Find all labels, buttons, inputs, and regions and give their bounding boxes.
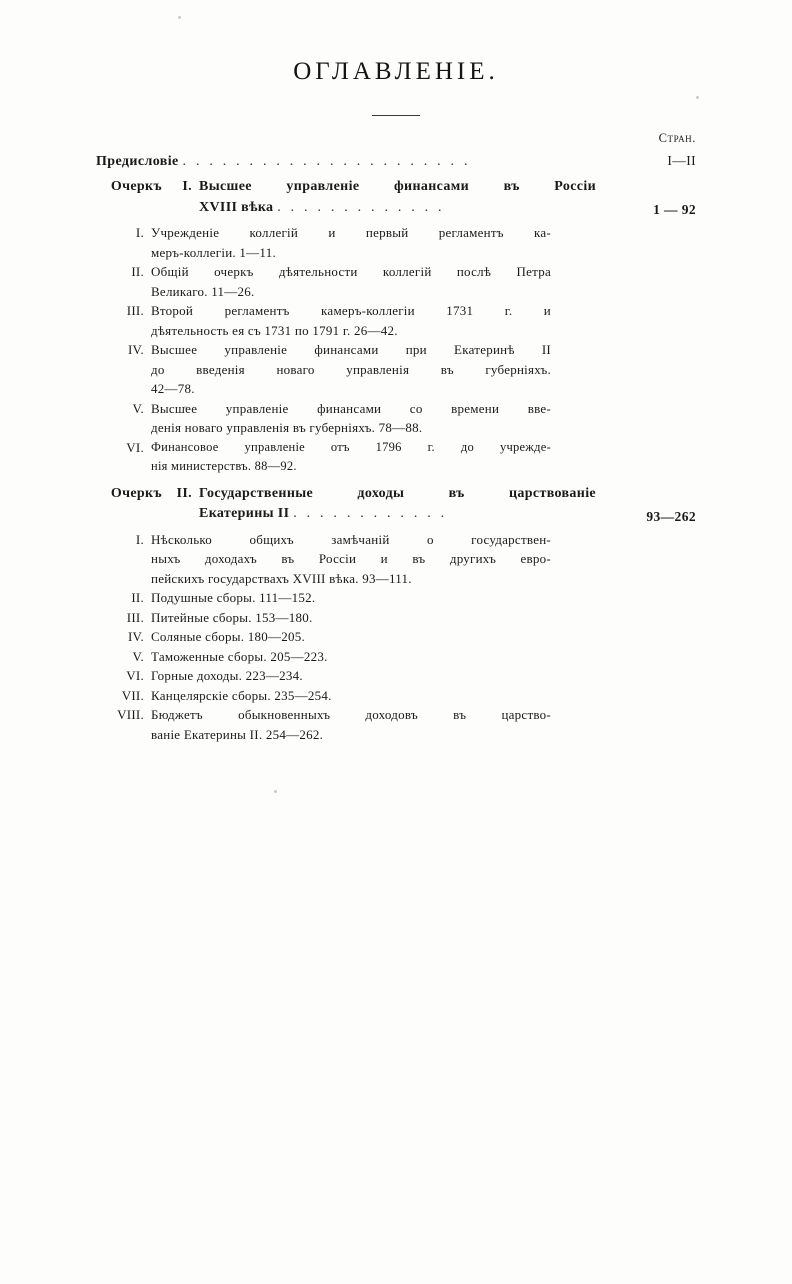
toc-subentry-roman: VI. <box>126 439 144 455</box>
toc-subentry-roman: VI. <box>126 668 144 683</box>
toc-subentry-text <box>151 608 551 628</box>
toc-subentry-line: Таможенные сборы. 205—223. <box>151 648 328 664</box>
toc-subentry-roman: III. <box>126 609 144 625</box>
toc-entry-preface[interactable] <box>96 152 696 172</box>
toc-subentry-line: ваніе Екатерины II. 254—262. <box>151 726 324 742</box>
toc-subentry-line: Финансовое управленіе отъ 1796 г. до учрежде- <box>151 439 551 454</box>
toc-subentry-text <box>151 588 551 608</box>
toc-subentry-text <box>151 301 551 340</box>
toc-subentry-line: Бюджетъ обыкновенныхъ доходовъ въ царство- <box>151 707 551 722</box>
toc-subentry-line: Канцелярскіе сборы. 235—254. <box>151 687 332 703</box>
toc-subentry-text <box>151 399 551 438</box>
toc-subentry[interactable] <box>96 627 696 647</box>
toc-subentry-line: денія новаго управленія въ губерніяхъ. 78—88. <box>151 420 423 435</box>
toc-entry-line: Высшее управленіе финансами въ Россіи <box>199 179 596 194</box>
toc-subentry-roman: I. <box>135 531 144 547</box>
toc-subentry[interactable] <box>96 588 696 608</box>
toc-entry-roman: II. <box>176 485 192 501</box>
toc-subentry-line: 42—78. <box>151 381 195 396</box>
toc-subentry-line: Второй регламентъ камеръ-коллегіи 1731 г. и <box>151 303 551 318</box>
toc-entry-roman: I. <box>182 179 192 194</box>
toc-entry-line <box>199 504 596 525</box>
toc-subentry-roman: V. <box>132 648 144 664</box>
toc-entry-line: Государственные доходы въ царствованіе <box>199 485 596 501</box>
toc-subentry[interactable] <box>96 340 696 399</box>
toc-subentry-line: нія министерствъ. 88—92. <box>151 459 297 473</box>
scan-speck <box>696 96 699 99</box>
toc-subentry-line: Подушные сборы. 111—152. <box>151 590 316 605</box>
toc-subentry-line: Великаго. 11—26. <box>151 283 255 299</box>
toc-subentry-text <box>151 530 551 589</box>
toc-subentry[interactable] <box>96 705 696 744</box>
toc-subentry[interactable] <box>96 530 696 589</box>
toc-subentry-text <box>151 627 551 647</box>
toc-entry-line-text: XVIII вѣка <box>199 199 274 215</box>
toc-subentry-line: ныхъ доходахъ въ Россіи и въ другихъ евро- <box>151 551 551 566</box>
toc-entry-line <box>199 198 596 219</box>
toc-subentry-roman: V. <box>132 400 144 416</box>
toc-entry-pages: 93—262 <box>646 508 696 524</box>
toc-subentry-text <box>151 705 551 744</box>
toc-subentry[interactable] <box>96 223 696 262</box>
toc-entry-line-text: Екатерины II <box>199 506 290 521</box>
toc-subentry[interactable] <box>96 438 696 477</box>
toc-subentry-text <box>151 340 551 399</box>
toc-subentry[interactable] <box>96 647 696 667</box>
toc-entry-label: Очеркъ <box>110 179 162 194</box>
toc-subentry-line: до введенія новаго управленія въ губерніяхъ. <box>151 361 551 377</box>
table-of-contents <box>96 152 696 744</box>
toc-subentry-roman: II. <box>131 590 144 605</box>
toc-subentry-text <box>151 647 551 667</box>
toc-subentry-text <box>151 686 551 706</box>
toc-subentry-text <box>151 262 551 301</box>
toc-subentry-roman: II. <box>131 264 144 279</box>
toc-subentry-line: Горные доходы. 223—234. <box>151 668 303 683</box>
toc-subentry[interactable] <box>96 301 696 340</box>
toc-subentry-roman: III. <box>126 303 144 318</box>
toc-subentry-line: Соляные сборы. 180—205. <box>151 629 305 644</box>
scan-speck <box>274 790 277 793</box>
toc-subentry-roman: VII. <box>121 687 144 703</box>
toc-subentry-roman: I. <box>135 225 144 240</box>
toc-subentry[interactable] <box>96 686 696 706</box>
toc-subentry-line: Общій очеркъ дѣятельности коллегій послѣ Петра <box>151 264 551 279</box>
toc-entry-text <box>199 177 596 218</box>
toc-subentry[interactable] <box>96 608 696 628</box>
toc-subentry[interactable] <box>96 262 696 301</box>
toc-subentry-line: Высшее управленіе финансами при Екатеринѣ II <box>151 342 551 357</box>
toc-subentry-line: Высшее управленіе финансами со времени вве- <box>151 400 551 416</box>
leader-dots: . . . . . . . . . . . . . . . . . . . . . . <box>182 154 471 169</box>
scan-speck <box>178 16 181 19</box>
pages-column-header: Стран. <box>658 131 696 145</box>
toc-subentry[interactable] <box>96 666 696 686</box>
toc-subentry-line: Учрежденіе коллегій и первый регламентъ ка- <box>151 225 551 240</box>
toc-entry-label: Предисловіе <box>96 154 179 169</box>
toc-subentry-line: Нѣсколько общихъ замѣчаній о государствен- <box>151 531 551 547</box>
leader-dots: . . . . . . . . . . . . . <box>277 199 445 215</box>
toc-subentry-line: дѣятельность ея съ 1731 по 1791 г. 26—42. <box>151 322 398 338</box>
toc-subentry-roman: IV. <box>127 629 144 644</box>
toc-subentry-roman: VIII. <box>117 707 144 722</box>
toc-entry-ocherk-2[interactable] <box>96 484 696 525</box>
leader-dots: . . . . . . . . . . . . <box>293 506 448 521</box>
title-divider <box>372 115 420 116</box>
toc-subentry-line: пейскихъ государствахъ XVIII вѣка. 93—111. <box>151 570 412 586</box>
toc-entry-text <box>199 484 596 525</box>
toc-subentry-text <box>151 438 551 477</box>
toc-subentry-text <box>151 666 551 686</box>
toc-entry-pages: 1 — 92 <box>653 202 696 217</box>
toc-entry-pages: I—II <box>667 153 696 168</box>
toc-subentry-roman: IV. <box>127 342 144 357</box>
toc-subentry[interactable] <box>96 399 696 438</box>
page-title: ОГЛАВЛЕНІЕ. <box>293 58 499 85</box>
toc-subentry-text <box>151 223 551 262</box>
toc-subentry-line: Питейные сборы. 153—180. <box>151 609 313 625</box>
toc-entry-ocherk-1[interactable] <box>96 177 696 218</box>
toc-entry-label: Очеркъ <box>110 485 162 501</box>
toc-subentry-line: меръ-коллегіи. 1—11. <box>151 244 276 260</box>
